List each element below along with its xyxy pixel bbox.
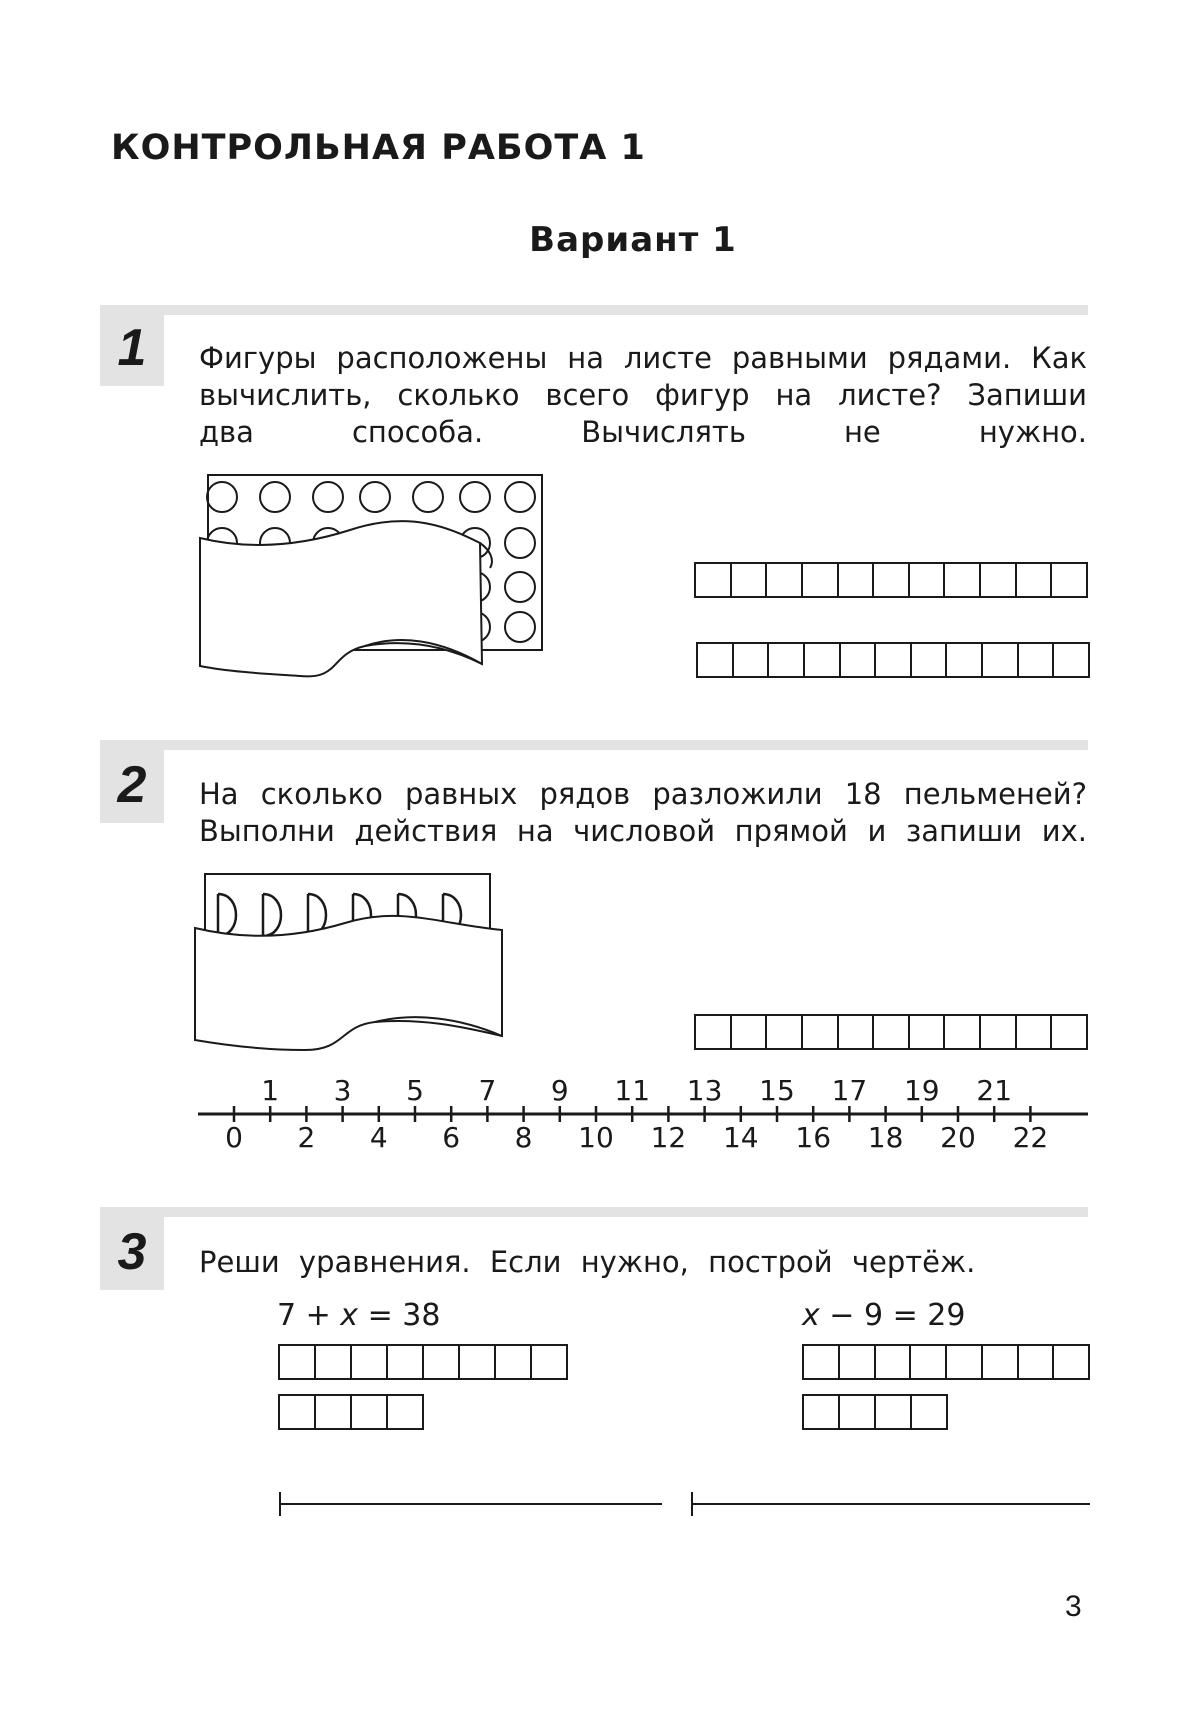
number-line-label: 1 — [261, 1074, 280, 1107]
equation-1-answer-row-1[interactable] — [278, 1344, 568, 1380]
task-2-illustration-dumplings — [190, 868, 510, 1058]
diagram-lines — [270, 1480, 1100, 1520]
number-line-label: 10 — [578, 1121, 614, 1154]
number-line-label: 13 — [686, 1074, 723, 1107]
number-line-label: 7 — [478, 1074, 497, 1107]
task-1-number: 1 — [100, 310, 164, 386]
number-line-label: 0 — [225, 1121, 243, 1154]
number-line-label: 8 — [514, 1121, 533, 1154]
task-1-answer-row-1[interactable] — [694, 562, 1088, 598]
task-3-header-bar — [100, 1207, 1088, 1217]
task-3-number: 3 — [100, 1214, 164, 1290]
number-line-label: 11 — [614, 1074, 651, 1107]
number-line-label: 3 — [333, 1074, 352, 1107]
task-2-answer-row[interactable] — [694, 1014, 1088, 1050]
number-line — [190, 1070, 1100, 1160]
number-line-label: 14 — [722, 1121, 759, 1154]
task-3-text: Реши уравнения. Если нужно, построй чертёж. — [199, 1245, 976, 1279]
number-line-label: 16 — [795, 1121, 832, 1154]
folded-paper-cover — [200, 521, 482, 676]
equation-2-answer-row-2[interactable] — [802, 1394, 948, 1430]
equation-1-answer-row-2[interactable] — [278, 1394, 424, 1430]
number-line-label: 19 — [903, 1074, 940, 1107]
task-1-header-bar — [100, 305, 1088, 315]
number-line-label: 18 — [867, 1121, 904, 1154]
equation-2: x − 9 = 29 — [802, 1298, 966, 1333]
task-2-number: 2 — [100, 747, 164, 823]
number-line-label: 9 — [550, 1074, 569, 1107]
variant-heading: Вариант 1 — [529, 220, 737, 260]
number-line-label: 21 — [976, 1074, 1013, 1107]
number-line-label: 15 — [759, 1074, 795, 1107]
number-line-even-labels — [225, 1121, 1048, 1154]
number-line-odd-labels — [261, 1074, 1012, 1107]
number-line-label: 17 — [831, 1074, 868, 1107]
task-1-text: Фигуры расположены на листе равными рядами. Как вычислить, сколько всего фигур на листе? Запиши два способа. Вычислять не нужно. — [199, 341, 1087, 449]
equation-2-answer-row-1[interactable] — [802, 1344, 1090, 1380]
number-line-label: 6 — [442, 1121, 461, 1154]
task-2-text: На сколько равных рядов разложили 18 пельменей? Выполни действия на числовой прямой и запиши их. — [199, 777, 1087, 848]
number-line-label: 12 — [650, 1121, 687, 1154]
number-line-label: 4 — [369, 1121, 388, 1154]
task-2-header-bar — [100, 740, 1088, 750]
number-line-label: 5 — [406, 1074, 424, 1107]
page-number: 3 — [1065, 1590, 1082, 1623]
task-1-answer-row-2[interactable] — [696, 642, 1090, 678]
number-line-label: 20 — [940, 1121, 976, 1154]
number-line-label: 22 — [1012, 1121, 1049, 1154]
folded-paper-cover — [195, 916, 502, 1050]
task-1-illustration-circles-grid — [190, 468, 550, 690]
page-title: КОНТРОЛЬНАЯ РАБОТА 1 — [111, 128, 646, 168]
equation-1: 7 + x = 38 — [277, 1298, 441, 1333]
number-line-label: 2 — [297, 1121, 316, 1154]
